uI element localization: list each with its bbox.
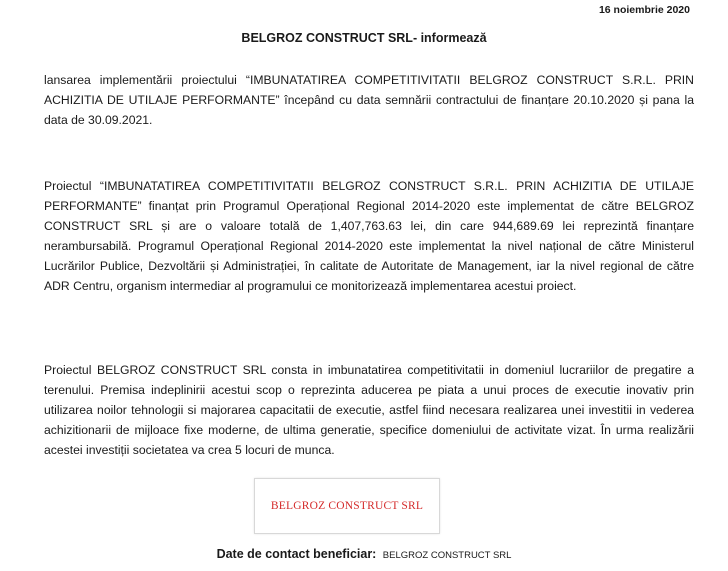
- contact-line: [0, 545, 728, 563]
- company-logo-text: BELGROZ CONSTRUCT SRL: [270, 500, 424, 512]
- contact-value: BELGROZ CONSTRUCT SRL: [382, 550, 512, 561]
- publication-date: 16 noiembrie 2020: [598, 4, 690, 16]
- contact-label: Date de contact beneficiar:: [216, 547, 377, 561]
- project-description-paragraph: Proiectul BELGROZ CONSTRUCT SRL consta in imbunatatirea competitivitatii in domeniul lucrariilor de pregatire a terenului. Premisa indeplinirii acestui scop o reprezinta aducerea pe piata a unui proces de executie inovativ prin utilizarea noilor tehnologii si majorarea capacitatii de executie, astfel fiind necesara realizarea unei investitii in vederea achizitionarii de mijloace fixe moderne, de ultima generatie, specifice domeniului de activitate vizat. În urma realizării acestei investiții societatea va crea 5 locuri de munca.: [44, 363, 694, 457]
- intro-paragraph: lansarea implementării proiectului “IMBUNATATIREA COMPETITIVITATII BELGROZ CONSTRUCT S.R.L. PRIN ACHIZITIA DE UTILAJE PERFORMANTE” începând cu data semnării contractului de finanțare 20.10.2020 și pana la data de 30.09.2021.: [44, 73, 694, 127]
- company-logo: [254, 478, 440, 534]
- page-title: BELGROZ CONSTRUCT SRL- informează: [241, 31, 487, 45]
- cropped-text-line: [170, 565, 540, 571]
- project-funding-paragraph: Proiectul “IMBUNATATIREA COMPETITIVITATII BELGROZ CONSTRUCT S.R.L. PRIN ACHIZITIA DE UTILAJE PERFORMANTE” finanțat prin Programul Operațional Regional 2014-2020 este implementat de către BELGROZ CONSTRUCT SRL și are o valoare totală de 1,407,763.63 lei, din care 944,689.69 lei reprezintă finanțare nerambursabilă. Programul Operațional Regional 2014-2020 este implementat la nivel național de către Ministerul Lucrărilor Publice, Dezvoltării și Administrației, în calitate de Autoritate de Management, iar la nivel regional de către ADR Centru, organism intermediar al programului ce monitorizează implementarea acestui proiect.: [44, 179, 694, 293]
